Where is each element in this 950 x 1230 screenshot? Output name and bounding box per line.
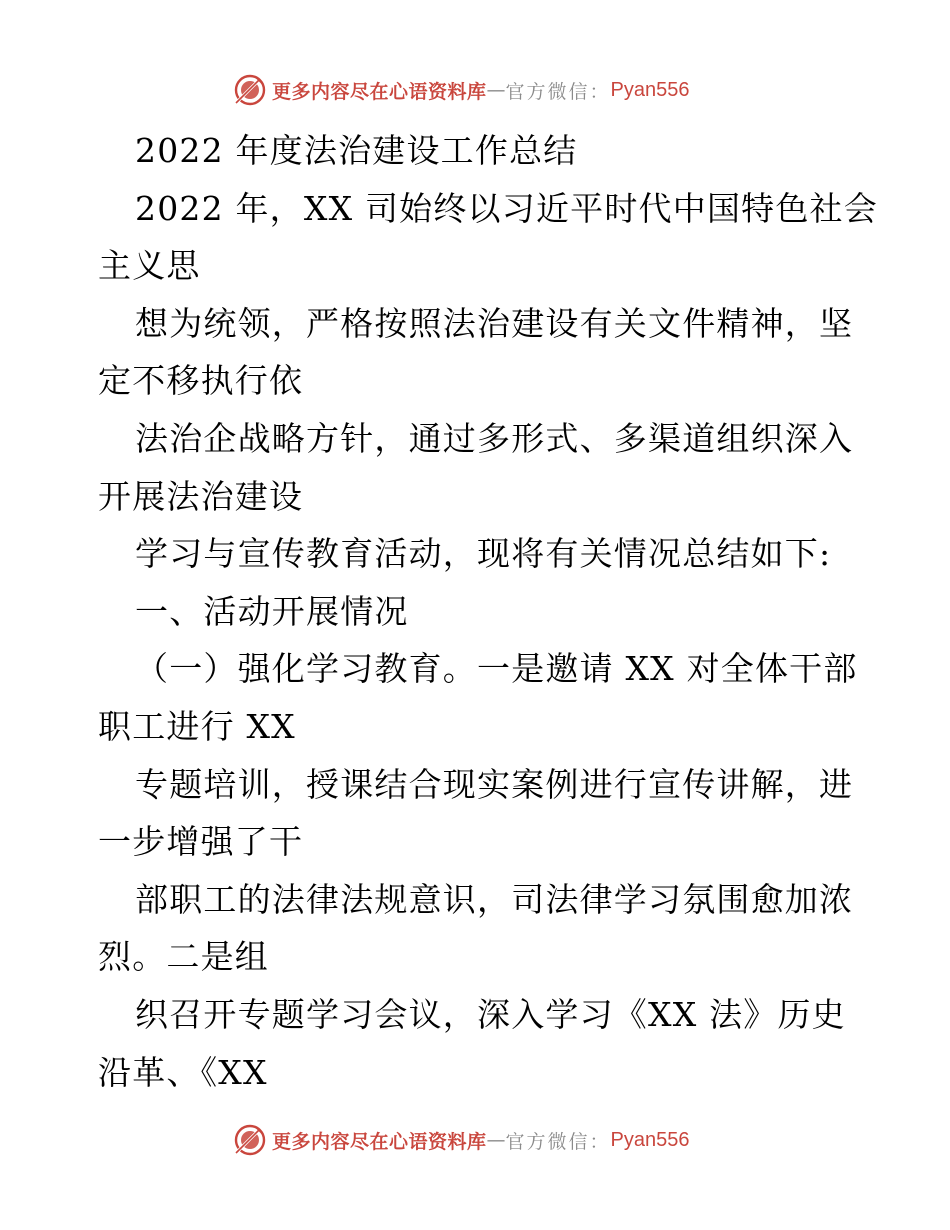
watermark-text: 更多内容尽在心语资料库	[272, 1130, 487, 1153]
text-line: 开展法治建设	[98, 476, 304, 516]
pen-seal-icon	[232, 1122, 268, 1158]
watermark-footer	[232, 1120, 752, 1160]
text-line: 烈。二是组	[98, 937, 269, 977]
text-line: 一步增强了干	[98, 822, 304, 862]
watermark-dash: —	[486, 79, 506, 101]
text-line: 沿革、《XX	[98, 1052, 268, 1092]
document-body	[98, 122, 878, 1101]
text-line: 织召开专题学习会议，深入学习《XX 法》历史	[135, 994, 846, 1034]
text-line: 职工进行 XX	[98, 706, 296, 746]
text-line: 部职工的法律法规意识，司法律学习氛围愈加浓	[135, 879, 854, 919]
text-line: 专题培训，授课结合现实案例进行宣传讲解，进	[135, 764, 854, 804]
watermark-wechat-label: 官方微信：	[505, 80, 611, 103]
text-line: 2022 年，XX 司始终以习近平时代中国特色社会	[135, 188, 878, 228]
text-line: 定不移执行依	[98, 361, 304, 401]
watermark-wechat-label: 官方微信：	[505, 1130, 611, 1153]
watermark-dash: —	[486, 1129, 506, 1151]
watermark-header	[232, 70, 752, 110]
text-line: 法治企战略方针，通过多形式、多渠道组织深入	[135, 418, 854, 458]
watermark-text: 更多内容尽在心语资料库	[272, 80, 487, 103]
pen-seal-icon	[232, 72, 268, 108]
watermark-wechat-id: Pyan556	[610, 1128, 690, 1151]
text-line: 学习与宣传教育活动，现将有关情况总结如下:	[135, 534, 832, 574]
text-line: 想为统领，严格按照法治建设有关文件精神，坚	[135, 303, 854, 343]
document-title: 2022 年度法治建设工作总结	[135, 131, 578, 170]
section-heading: 一、活动开展情况	[135, 591, 409, 631]
text-line: （一）强化学习教育。一是邀请 XX 对全体干部	[135, 649, 858, 689]
text-line: 主义思	[98, 246, 201, 286]
watermark-wechat-id: Pyan556	[610, 78, 690, 101]
